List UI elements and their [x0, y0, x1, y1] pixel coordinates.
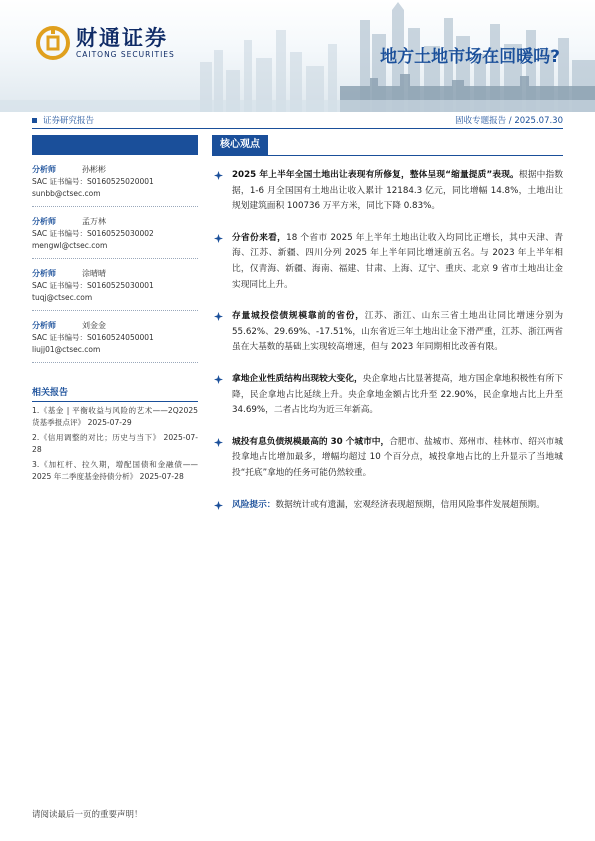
analyst-role: 分析师	[32, 269, 56, 278]
related-report-link[interactable]: 3.《加杠杆、拉久期，增配国债和金融债——2025 年二季度基金持债分析》 2025-07-28	[32, 460, 198, 481]
analyst-email[interactable]: mengwl@ctsec.com	[32, 241, 108, 250]
related-report-link[interactable]: 2.《信用调整的对比；历史与当下》 2025-07-28	[32, 433, 198, 454]
analyst-email[interactable]: tuqj@ctsec.com	[32, 293, 93, 302]
key-point	[212, 168, 563, 215]
analyst-sac: SAC 证书编号：S0160524050001	[32, 333, 154, 342]
company-logo	[36, 26, 175, 60]
analyst-sac: SAC 证书编号：S0160525020001	[32, 177, 154, 186]
logo-english-name: CAITONG SECURITIES	[76, 50, 175, 59]
key-point	[212, 231, 563, 293]
diamond-bullet-icon	[214, 438, 223, 447]
square-bullet-icon	[32, 118, 37, 123]
analyst-sac: SAC 证书编号：S0160525030001	[32, 281, 154, 290]
report-title: 地方土地市场在回暖吗?	[380, 47, 560, 67]
key-point-text: 央企拿地占比显著提高，地方国企拿地积极性有所下降，民企拿地占比延续上升。央企拿地金额占比升至 22.90%，民企拿地占比上升至 34.69%，二者占比均为近三年新高。	[232, 373, 564, 416]
report-type-label: 证券研究报告	[43, 116, 95, 126]
report-header	[0, 0, 595, 112]
key-point	[212, 435, 563, 482]
analyst-card	[32, 216, 198, 259]
diamond-bullet-icon	[214, 312, 223, 321]
diamond-bullet-icon	[214, 375, 223, 384]
divider	[32, 128, 563, 129]
key-point-text: 合肥市、盐城市、郑州市、桂林市、绍兴市城投拿地占比增加最多，增幅均超过 10 个百分点，城投拿地占比的上升显示了当地城投“托底”拿地的任务可能仍然较重。	[232, 436, 564, 478]
divider	[32, 362, 198, 363]
logo-chinese-name: 财通证券	[76, 26, 168, 50]
key-point-lead: 存量城投偿债规模靠前的省份，	[232, 311, 365, 322]
risk-warning-text: 数据统计或有遗漏，宏观经济表现超预期，信用风险事件发展超预期。	[275, 499, 545, 510]
core-views-header	[212, 135, 563, 156]
analyst-email[interactable]: liujj01@ctsec.com	[32, 345, 101, 354]
analyst-role: 分析师	[32, 321, 56, 330]
key-point-lead: 拿地企业性质结构出现较大变化，	[232, 373, 363, 384]
analyst-email[interactable]: sunbb@ctsec.com	[32, 189, 101, 198]
key-point-lead: 城投有息负债规模最高的 30 个城市中，	[232, 436, 390, 447]
key-point-lead: 2025 年上半年全国土地出让表现有所修复，整体呈现“缩量提质”表现。	[232, 170, 519, 180]
analyst-card	[32, 268, 198, 311]
analyst-sac: SAC 证书编号：S0160525030002	[32, 229, 154, 238]
analyst-card	[32, 320, 198, 363]
report-topbar	[32, 114, 563, 128]
divider	[32, 310, 198, 311]
key-point-text: 根据中指数据，1-6 月全国国有土地出让收入累计 12184.3 亿元，同比增幅 14.8%，土地出让规划建筑面积 100736 万平方米，同比下降 0.83%。	[232, 170, 564, 212]
related-report-link[interactable]: 1.《基金 | 平衡收益与风险的艺术——2Q2025 货基季报点评》 2025-07-29	[32, 406, 198, 427]
diamond-bullet-icon	[214, 171, 223, 180]
core-views-title: 核心观点	[212, 135, 268, 155]
analyst-name: 孙彬彬	[82, 165, 106, 174]
key-point-text: 18 个省市 2025 年上半年土地出让收入均同比正增长，其中天津、青海、江苏、新疆、四川分列 2025 年上半年同比增速前五名。与 2023 年上半年相比，仅青海、新疆、海南、福建、甘肃、上海、辽宁、重庆、北京 9 省市土地出让金实现同比上升。	[232, 232, 564, 290]
risk-warning-lead: 风险提示：	[232, 499, 276, 510]
report-meta: 固收专题报告 / 2025.07.30	[455, 116, 563, 126]
related-reports-title: 相关报告	[32, 385, 198, 402]
key-point	[212, 309, 563, 356]
key-point	[212, 372, 563, 419]
diamond-bullet-icon	[214, 234, 223, 243]
logo-coin-icon	[36, 26, 70, 60]
left-column	[32, 135, 198, 483]
footer-disclaimer: 请阅读最后一页的重要声明！	[32, 810, 143, 820]
diamond-bullet-icon	[214, 501, 223, 510]
analyst-name: 孟万林	[82, 217, 106, 226]
analyst-card	[32, 164, 198, 207]
key-point-text: 江苏、浙江、山东三省土地出让同比增速分别为 55.62%、29.69%、-17.51%，山东省近三年土地出让金下滑严重，江苏、浙江两省虽在大基数的基础上实现较高增速，但与 2023 年同期相比改善有限。	[232, 311, 564, 353]
report-type	[32, 114, 94, 126]
analyst-name: 涂晴晴	[82, 269, 106, 278]
analyst-role: 分析师	[32, 217, 56, 226]
key-point-lead: 分省份来看，	[232, 232, 287, 243]
divider	[32, 206, 198, 207]
analyst-role: 分析师	[32, 165, 56, 174]
divider	[32, 258, 198, 259]
left-header-band	[32, 135, 198, 155]
core-views-section	[212, 135, 563, 513]
analyst-name: 刘金金	[82, 321, 106, 330]
risk-warning	[212, 498, 563, 514]
